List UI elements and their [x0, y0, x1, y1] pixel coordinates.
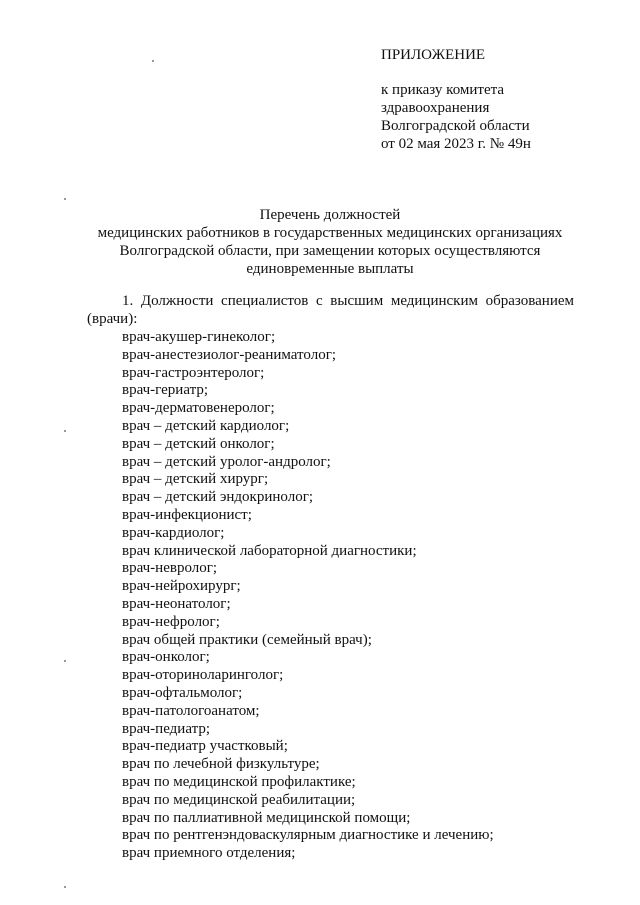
- section-1-heading: 1. Должности специалистов с высшим медицинским образованием (врачи):: [87, 293, 574, 327]
- position-item: врач-гериатр;: [122, 382, 208, 399]
- position-item: врач по паллиативной медицинской помощи;: [122, 809, 411, 826]
- appendix-line-committee: здравоохранения: [381, 100, 490, 116]
- position-item: врач-нейрохирург;: [122, 578, 241, 595]
- appendix-line-region: Волгоградской области: [381, 118, 530, 134]
- document-title-line: Перечень должностей: [259, 207, 401, 223]
- position-item: врач по лечебной физкультуре;: [122, 756, 320, 773]
- scan-speck: [152, 60, 154, 62]
- document-title-line: медицинских работников в государственных медицинских организациях: [97, 225, 563, 241]
- positions-list: [122, 329, 494, 863]
- scan-speck: [64, 430, 66, 432]
- position-item: врач – детский уролог-андролог;: [122, 453, 331, 470]
- appendix-block: [381, 46, 531, 153]
- appendix-line-date: от 02 мая 2023 г. № 49н: [381, 136, 531, 152]
- position-item: врач-онколог;: [122, 649, 210, 666]
- position-item: врач приемного отделения;: [122, 845, 296, 862]
- position-item: врач по медицинской профилактике;: [122, 773, 356, 790]
- position-item: врач-нефролог;: [122, 613, 220, 630]
- scan-speck: [64, 198, 66, 200]
- position-item: врач-кардиолог;: [122, 524, 225, 541]
- document-title-line: единовременные выплаты: [246, 261, 414, 277]
- position-item: врач – детский кардиолог;: [122, 417, 290, 434]
- document-title: [80, 206, 580, 278]
- position-item: врач-акушер-гинеколог;: [122, 329, 276, 345]
- position-item: врач-неонатолог;: [122, 595, 231, 612]
- document-title-line: Волгоградской области, при замещении которых осуществляются: [119, 243, 541, 259]
- position-item: врач-педиатр участковый;: [122, 738, 288, 755]
- position-item: врач по медицинской реабилитации;: [122, 791, 356, 808]
- position-item: врач-педиатр;: [122, 720, 211, 737]
- position-item: врач – детский эндокринолог;: [122, 489, 314, 506]
- scan-speck: [64, 660, 66, 662]
- position-item: врач общей практики (семейный врач);: [122, 631, 372, 648]
- position-item: врач-патологоанатом;: [122, 702, 260, 719]
- position-item: врач-анестезиолог-реаниматолог;: [122, 346, 337, 363]
- position-item: врач-гастроэнтеролог;: [122, 364, 265, 381]
- appendix-line-order: к приказу комитета: [381, 82, 505, 98]
- position-item: врач – детский хирург;: [122, 471, 269, 488]
- appendix-title: ПРИЛОЖЕНИЕ: [381, 47, 486, 63]
- position-item: врач-офтальмолог;: [122, 684, 243, 701]
- position-item: врач-инфекционист;: [122, 506, 252, 523]
- position-item: врач-невролог;: [122, 560, 218, 577]
- scan-speck: [64, 886, 66, 888]
- position-item: врач по рентгенэндоваскулярным диагностике и лечению;: [122, 827, 494, 844]
- position-item: врач-оториноларинголог;: [122, 667, 284, 684]
- position-item: врач – детский онколог;: [122, 435, 275, 452]
- position-item: врач клинической лабораторной диагностики;: [122, 542, 417, 559]
- position-item: врач-дерматовенеролог;: [122, 400, 275, 417]
